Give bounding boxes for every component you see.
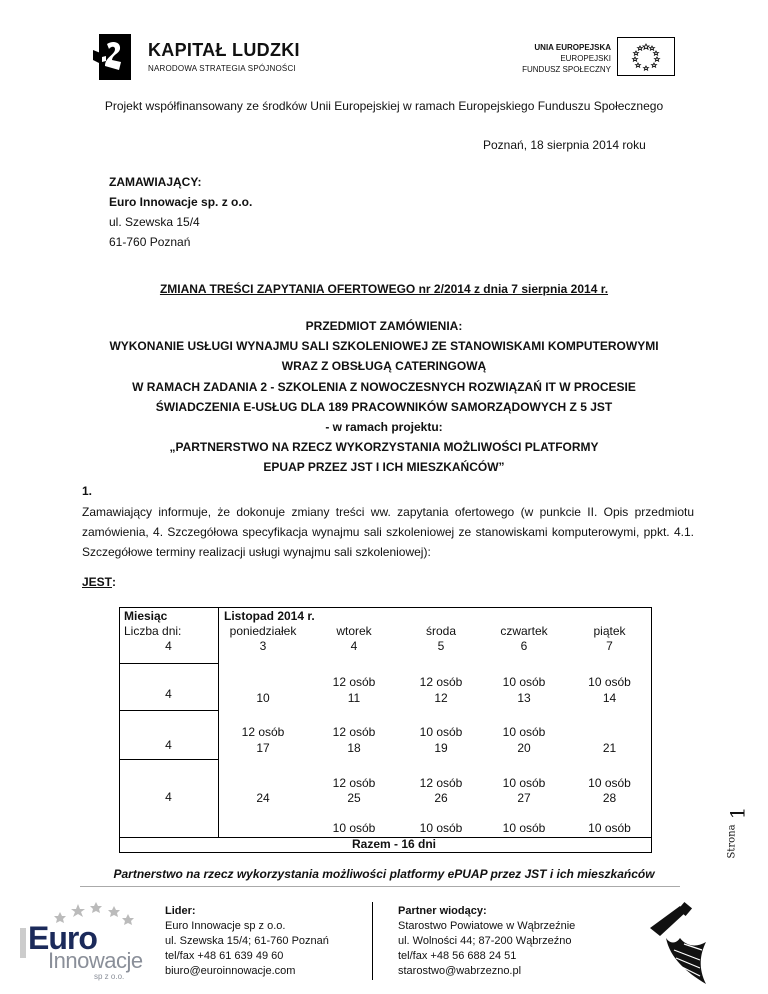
people-cell: 10 osób <box>588 675 631 689</box>
subject-line: WYKONANIE USŁUGI WYNAJMU SALI SZKOLENIOWEJ ZE STANOWISKAMI KOMPUTEROWYMI <box>109 339 659 354</box>
date-cell: 14 <box>602 691 617 705</box>
lider-phone: tel/fax +48 61 639 49 60 <box>165 950 284 962</box>
date-cell: 19 <box>434 741 448 755</box>
eu-fund-label <box>515 42 611 75</box>
days-count: 4 <box>165 738 172 752</box>
section-text: Zamawiający informuje, że dokonuje zmiany treści ww. zapytania ofertowego (w punkcie II. Opis przedmiotu zamówienia, 4. Szczegółowa specyfikacja wynajmu sali szkoleniowej ze stanowiskami komputerowymi, ppkt. 4.1. Szczegółowe terminy realizacji usługi wynajmu sali szkoleniowej): <box>82 505 694 559</box>
total-days: Razem - 16 dni <box>351 837 437 851</box>
date-cell: 13 <box>517 691 531 705</box>
page-label: Strona <box>726 824 738 859</box>
date-cell: 28 <box>602 791 617 805</box>
date-cell: 3 <box>259 639 267 653</box>
partner-phone: tel/fax +48 56 688 24 51 <box>398 950 517 962</box>
people-cell: 10 osób <box>502 821 546 835</box>
people-cell: 10 osób <box>502 725 546 739</box>
date-cell: 20 <box>517 741 531 755</box>
eu-flag-icon <box>617 37 675 76</box>
jest-heading <box>82 575 116 589</box>
day-header: piątek <box>593 624 626 638</box>
partner-label: Partner wiodący: <box>398 905 487 917</box>
date-cell: 12 <box>434 691 448 705</box>
date-cell: 24 <box>256 791 270 805</box>
people-cell: 10 osób <box>332 821 376 835</box>
page-number-value: 1 <box>725 806 750 820</box>
day-header: poniedziałek <box>229 624 297 638</box>
change-title: ZMIANA TREŚCI ZAPYTANIA OFERTOWEGO nr 2/2014 z dnia 7 sierpnia 2014 r. <box>159 282 609 296</box>
footer-divider <box>80 886 680 887</box>
client-name: Euro Innowacje sp. z o.o. <box>109 195 253 209</box>
document-date: Poznań, 18 sierpnia 2014 roku <box>483 138 646 152</box>
day-header: czwartek <box>500 624 548 638</box>
people-cell: 12 osób <box>332 776 376 790</box>
schedule-table <box>119 607 652 853</box>
logo-spzoo-text: sp z o.o. <box>94 972 125 981</box>
footer-tagline: Partnerstwo na rzecz wykorzystania możliwości platformy ePUAP przez JST i ich mieszkańców <box>113 867 655 881</box>
people-cell: 12 osób <box>241 725 285 739</box>
subject-line: „PARTNERSTWO NA RZECZ WYKORZYSTANIA MOŻLIWOŚCI PLATFORMY <box>169 440 599 455</box>
partner-name: Starostwo Powiatowe w Wąbrzeźnie <box>398 920 576 932</box>
people-cell: 10 osób <box>502 776 546 790</box>
date-cell: 27 <box>517 791 531 805</box>
liczba-dni-header: Liczba dni: <box>124 624 182 638</box>
subject-line: WRAZ Z OBSŁUGĄ CATERINGOWĄ <box>281 359 487 374</box>
date-cell: 21 <box>602 741 617 755</box>
date-cell: 25 <box>347 791 361 805</box>
people-cell: 12 osób <box>419 675 463 689</box>
day-header: wtorek <box>336 624 372 638</box>
jest-colon: : <box>112 575 117 589</box>
date-cell: 11 <box>347 691 361 705</box>
day-header: środa <box>425 624 457 638</box>
client-street: ul. Szewska 15/4 <box>109 215 200 229</box>
date-cell: 6 <box>520 639 528 653</box>
lider-address: ul. Szewska 15/4; 61-760 Poznań <box>165 935 329 947</box>
footer-vertical-divider <box>372 902 373 980</box>
client-city: 61-760 Poznań <box>109 235 191 249</box>
logo-innowacje-text: Innowacje <box>48 948 143 973</box>
partner-address: ul. Wolności 44; 87-200 Wąbrzeźno <box>398 935 572 947</box>
month-header: Listopad 2014 r. <box>224 609 315 623</box>
date-cell: 26 <box>434 791 448 805</box>
date-cell: 17 <box>256 741 270 755</box>
partner-email: starostwo@wabrzezno.pl <box>398 965 522 977</box>
date-cell: 4 <box>350 639 358 653</box>
people-cell: 10 osób <box>588 776 631 790</box>
euro-innowacje-logo <box>20 898 148 982</box>
people-cell: 12 osób <box>332 725 376 739</box>
eu-line-1: UNIA EUROPEJSKA <box>534 43 611 52</box>
date-cell: 10 <box>256 691 270 705</box>
lider-label: Lider: <box>165 905 196 917</box>
people-cell: 10 osób <box>419 821 463 835</box>
people-cell: 10 osób <box>502 675 546 689</box>
date-cell: 7 <box>606 639 613 653</box>
date-cell: 5 <box>437 639 445 653</box>
page-number <box>722 808 762 858</box>
client-block <box>109 172 252 252</box>
client-label: ZAMAWIAJĄCY: <box>109 175 202 189</box>
days-count: 4 <box>165 790 172 804</box>
partner-block <box>398 904 575 979</box>
lider-block <box>165 904 329 979</box>
subject-line: W RAMACH ZADANIA 2 - SZKOLENIA Z NOWOCZESNYCH ROZWIĄZAŃ IT W PROCESIE <box>132 379 636 394</box>
kapital-ludzki-subtitle: NARODOWA STRATEGIA SPÓJNOŚCI <box>148 64 296 73</box>
subject-line: - w ramach projektu: <box>325 420 443 435</box>
kapital-ludzki-title: KAPITAŁ LUDZKI <box>148 40 300 60</box>
kapital-ludzki-logo <box>93 30 133 82</box>
lider-email: biuro@euroinnowacje.com <box>165 965 296 977</box>
lider-name: Euro Innowacje sp z o.o. <box>165 920 286 932</box>
days-count: 4 <box>165 687 172 701</box>
people-cell: 10 osób <box>419 725 463 739</box>
subject-line: ŚWIADCZENIA E-USŁUG DLA 189 PRACOWNIKÓW SAMORZĄDOWYCH Z 5 JST <box>155 399 613 414</box>
logo-euro-text: Euro <box>28 920 97 956</box>
order-subject <box>0 316 768 478</box>
county-crest-icon <box>640 898 716 990</box>
days-count: 4 <box>165 639 172 653</box>
eu-line-2: EUROPEJSKI <box>560 54 611 63</box>
project-cofinancing-line: Projekt współfinansowany ze środków Unii Europejskiej w ramach Europejskiego Funduszu Społecznego <box>104 99 664 113</box>
date-cell: 18 <box>347 741 361 755</box>
eu-line-3: FUNDUSZ SPOŁECZNY <box>522 65 611 74</box>
people-cell: 12 osób <box>419 776 463 790</box>
section-number: 1. <box>82 484 93 498</box>
people-cell: 12 osób <box>332 675 376 689</box>
subject-line: EPUAP PRZEZ JST I ICH MIESZKAŃCÓW” <box>263 460 505 475</box>
people-cell: 10 osób <box>588 821 631 835</box>
subject-line: PRZEDMIOT ZAMÓWIENIA: <box>305 319 463 333</box>
miesiac-header: Miesiąc <box>124 609 168 623</box>
jest-label: JEST <box>82 575 113 589</box>
